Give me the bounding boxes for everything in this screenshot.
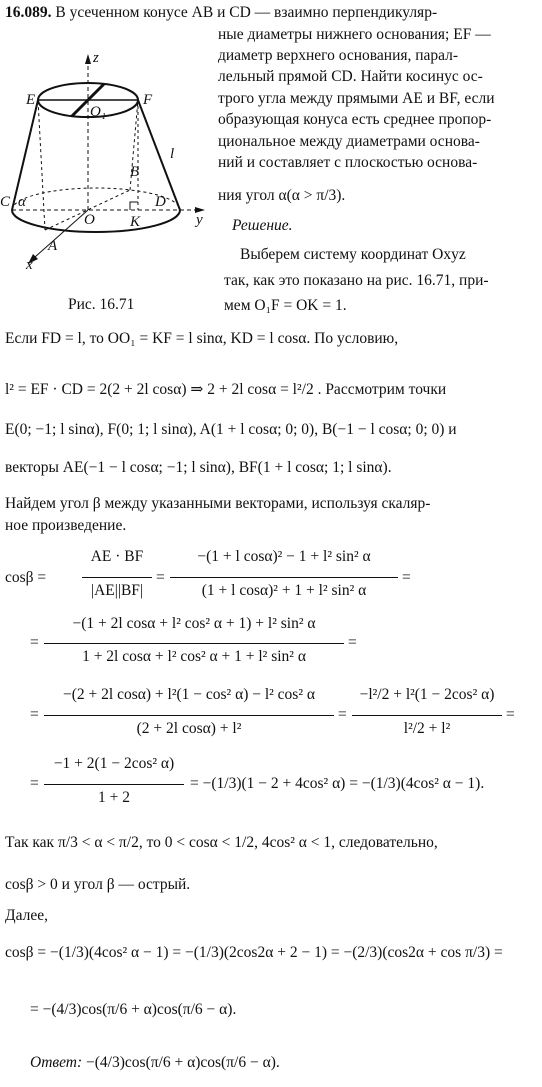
label-z: z — [93, 50, 99, 66]
label-O: O — [84, 212, 95, 228]
eq2-den: 1 + 2l cosα + l² cos² α + 1 + l² sin² α — [82, 648, 306, 665]
equation-5: cosβ = −(1/3)(4cos² α − 1) = −(1/3)(2cos2α + 2 − 1) = −(2/3)(cos2α + cos π/3) = — [5, 944, 503, 961]
solution-line-9: Далее, — [5, 907, 48, 924]
eq2-num: −(1 + 2l cosα + l² cos² α + 1) + l² sin² α — [72, 615, 316, 632]
eq3-end: = — [506, 706, 515, 723]
label-l: l — [170, 146, 175, 162]
eq1-frac1-den: |AE||BF| — [90, 582, 144, 599]
eq4-num: −1 + 2(1 − 2cos² α) — [53, 755, 175, 772]
eq3-den2: l²/2 + l² — [403, 720, 451, 737]
label-y: y — [196, 212, 203, 228]
solution-line-4: векторы AE(−1 − l cosα; −1; l sinα), BF(1 + l cosα; 1; l sinα). — [5, 459, 392, 476]
eq3-bar2 — [352, 715, 502, 716]
eq4-start: = — [30, 775, 39, 792]
label-x: x — [26, 257, 33, 273]
label-C: C — [0, 194, 11, 210]
intro-line-3: мем O₁F = OK = 1. — [224, 297, 347, 314]
problem-line-4: лельный прямой CD. Найти косинус ос- — [218, 68, 483, 85]
label-D: D — [155, 194, 166, 210]
eq2-start: = — [30, 634, 39, 651]
eq3-num2: −l²/2 + l²(1 − 2cos² α) — [359, 686, 495, 703]
eq3-eq: = — [338, 706, 347, 723]
figure-caption: Рис. 16.71 — [68, 296, 135, 313]
eq1-eq: = — [156, 569, 165, 586]
label-B: B — [130, 164, 140, 180]
eq1-frac1-num: AE · BF — [90, 548, 144, 565]
label-E: E — [26, 92, 36, 108]
eq1-frac2-den: (1 + l cosα)² + 1 + l² sin² α — [201, 582, 367, 599]
equation-6: = −(4/3)cos(π/6 + α)cos(π/6 − α). — [30, 1001, 237, 1018]
label-F: F — [143, 92, 153, 108]
eq1-frac1-bar — [82, 577, 152, 578]
solution-line-8: cosβ > 0 и угол β — острый. — [5, 876, 191, 893]
eq3-start: = — [30, 706, 39, 723]
eq4-bar — [44, 784, 184, 785]
problem-line-3: диаметр верхнего основания, парал- — [218, 47, 459, 64]
solution-line-7: Так как π/3 < α < π/2, то 0 < cosα < 1/2, 4cos² α < 1, следовательно, — [5, 834, 438, 851]
label-K: K — [130, 214, 141, 230]
label-O1: O₁ — [90, 104, 107, 120]
eq3-bar — [44, 715, 334, 716]
problem-line-9: ния угол α(α > π/3). — [218, 187, 346, 204]
solution-heading: Решение. — [232, 217, 293, 234]
solution-line-1: Если FD = l, то OO₁ = KF = l sinα, KD = l cosα. По условию, — [5, 330, 399, 347]
eq3-num: −(2 + 2l cosα) + l²(1 − cos² α) − l² cos² α — [63, 686, 315, 703]
problem-line-7: циональное между диаметрами основа- — [218, 133, 480, 150]
truncated-cone-figure — [0, 52, 215, 282]
problem-line-8: ний и составляет с плоскостью основа- — [218, 154, 478, 171]
label-A: A — [48, 238, 58, 254]
label-alpha: α — [18, 194, 26, 210]
problem-line-1: 16.089. В усеченном конусе AB и CD — взаимно перпендикуляр- — [5, 4, 438, 21]
eq4-den: 1 + 2 — [98, 789, 130, 806]
eq1-end: = — [402, 569, 411, 586]
problem-number: 16.089. — [5, 4, 52, 21]
eq3-den: (2 + 2l cosα) + l² — [136, 720, 242, 737]
solution-line-5: Найдем угол β между указанными векторами, используя скаляр- — [5, 495, 431, 512]
problem-line-6: образующая конуса есть среднее пропор- — [218, 111, 492, 128]
eq1-frac2-num: −(1 + l cosα)² − 1 + l² sin² α — [197, 548, 371, 565]
answer-line — [30, 1053, 280, 1072]
solution-line-3: E(0; −1; l sinα), F(0; 1; l sinα), A(1 + l cosα; 0; 0), B(−1 − l cosα; 0; 0) и — [5, 421, 457, 438]
solution-line-2: l² = EF · CD = 2(2 + 2l cosα) ⇒ 2 + 2l cosα = l²/2 . Рассмотрим точки — [5, 381, 447, 398]
eq2-bar — [44, 643, 344, 644]
cone-diagram — [0, 52, 215, 282]
answer-label: Ответ: — [30, 1054, 83, 1071]
intro-line-2: так, как это показано на рис. 16.71, при- — [224, 272, 489, 289]
eq4-rest: = −(1/3)(1 − 2 + 4cos² α) = −(1/3)(4cos² α − 1). — [190, 775, 485, 792]
eq1-lhs: cosβ = — [5, 569, 47, 586]
problem-line-5: трого угла между прямыми AE и BF, если — [218, 90, 495, 107]
answer-value: −(4/3)cos(π/6 + α)cos(π/6 − α). — [86, 1054, 280, 1071]
intro-line-1: Выберем систему координат Oxyz — [240, 246, 466, 263]
eq1-frac2-bar — [170, 577, 398, 578]
problem-line-2: ные диаметры нижнего основания; EF — — [218, 26, 491, 43]
solution-line-6: ное произведение. — [5, 517, 127, 534]
eq2-end: = — [348, 634, 357, 651]
